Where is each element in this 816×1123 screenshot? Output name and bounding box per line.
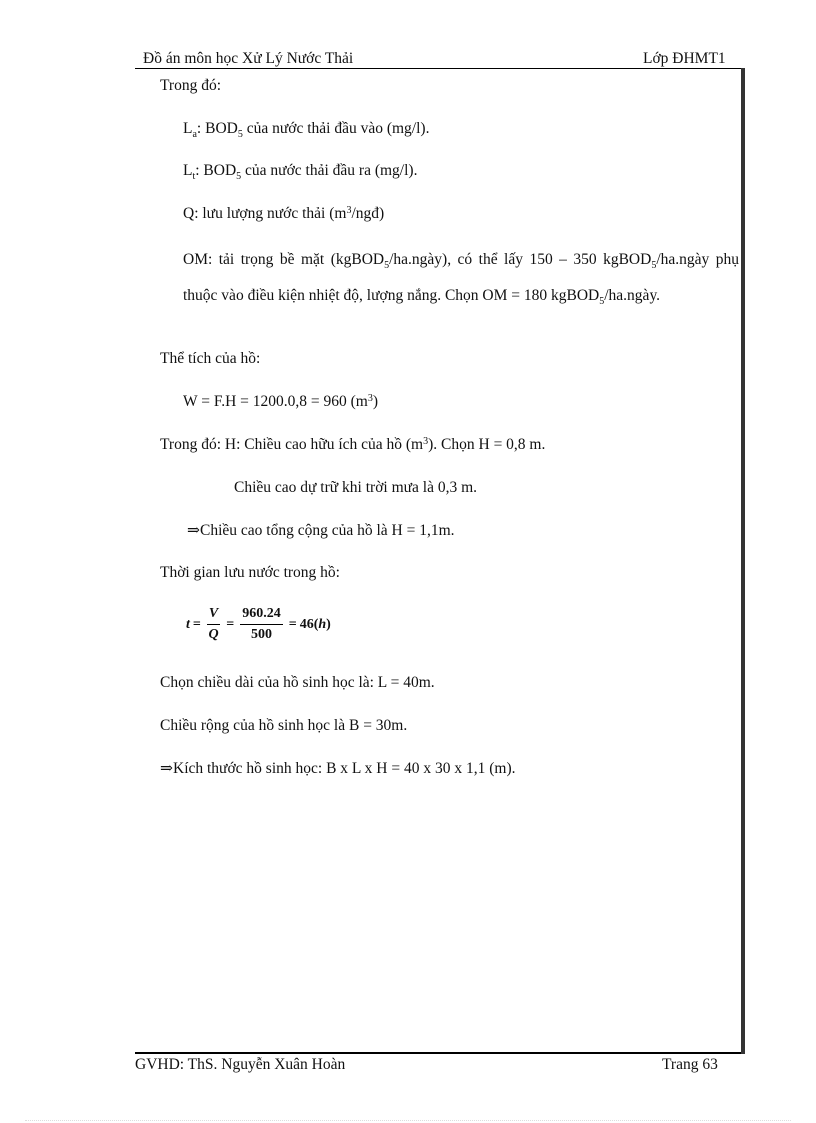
footer-supervisor: GVHD: ThS. Nguyễn Xuân Hoàn	[135, 1056, 346, 1073]
q-definition: Q: lưu lượng nước thải $(m^3/ngđ)$	[183, 205, 385, 222]
volume-heading: Thể tích của hồ:	[160, 350, 261, 367]
total-height: ⇒Chiều cao tổng cộng của hồ là H = 1,1m.	[187, 522, 455, 539]
retention-formula	[186, 606, 331, 643]
header-title: Đồ án môn học Xử Lý Nước Thải	[143, 50, 354, 67]
fraction-values	[240, 606, 283, 643]
page-number: Trang 63	[662, 1056, 718, 1073]
implies-arrow-icon: ⇒	[187, 522, 200, 539]
length-choice: Chọn chiều dài của hồ sinh học là: L = 40m.	[160, 674, 435, 691]
formula-eq3: =	[288, 616, 297, 632]
la-definition: $L_a$: $BOD_5$ của nước thải đầu vào (mg/l).	[183, 120, 430, 140]
volume-equation: W = F.H = 1200.0,8 = 960 $(m^3)$	[183, 393, 379, 410]
dimensions-result: ⇒Kích thước hồ sinh học: B x L x H = 40 x 30 x 1,1 (m).	[160, 760, 516, 777]
retention-heading: Thời gian lưu nước trong hồ:	[160, 564, 340, 581]
header-rule	[135, 68, 741, 69]
fraction-v-q	[207, 606, 220, 643]
fraction-denominator: Q	[208, 627, 219, 642]
lt-definition: $L_t$: $BOD_5$ của nước thải đầu ra (mg/l).	[183, 162, 418, 182]
trong-do-label: Trong đó:	[160, 77, 222, 94]
reserve-height: Chiều cao dự trữ khi trời mưa là 0,3 m.	[234, 479, 478, 496]
formula-result: 46(h)	[299, 616, 331, 632]
page-bottom-divider	[25, 1120, 791, 1121]
fraction-denominator: 500	[250, 627, 272, 642]
formula-t: t	[186, 616, 190, 632]
fraction-numerator: 960.24	[240, 606, 283, 625]
header-class: Lớp ĐHMT1	[643, 50, 726, 67]
implies-arrow-icon: ⇒	[160, 760, 173, 777]
footer-rule	[135, 1052, 741, 1054]
page-border-shadow	[741, 68, 745, 1054]
height-definition: Trong đó: H: Chiều cao hữu ích của hồ $(m^3)$. Chọn H = 0,8 m.	[160, 436, 546, 453]
width-choice: Chiều rộng của hồ sinh học là B = 30m.	[160, 717, 408, 734]
formula-eq2: =	[226, 616, 235, 632]
formula-eq1: =	[192, 616, 201, 632]
fraction-numerator: V	[207, 606, 220, 625]
om-definition: OM: tải trọng bề mặt (kgBOD$_5$/ha.ngày), có thể lấy 150 – 350 kgBOD$_5$/ha.ngày phụ thuộc vào điều kiện nhiệt độ, lượng nắng. Chọn OM = 180 kgBOD$_5$/ha.ngày.	[183, 251, 739, 307]
